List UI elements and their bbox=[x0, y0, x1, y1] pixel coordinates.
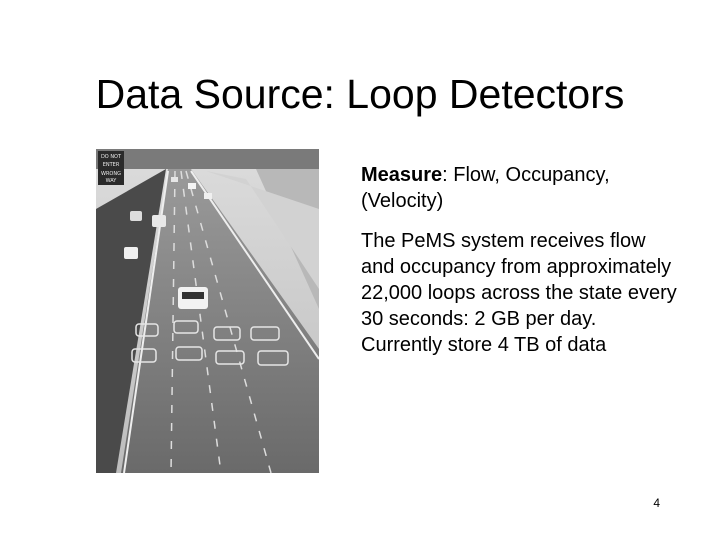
page-number: 4 bbox=[653, 496, 660, 510]
sign-line-4: WAY bbox=[105, 178, 117, 184]
slide-body bbox=[361, 162, 681, 372]
sign-line-1: DO NOT bbox=[100, 154, 122, 160]
description-paragraph: The PeMS system receives flow and occupancy from approximately 22,000 loops across the state every 30 seconds: 2 GB per day. Currently store 4 TB of data bbox=[361, 230, 677, 356]
sign-line-3: WRONG bbox=[101, 171, 121, 177]
sign-line-2: ENTER bbox=[102, 162, 120, 168]
measure-text: : Flow, Occupancy, (Velocity) bbox=[361, 164, 610, 212]
measure-label: Measure bbox=[361, 164, 443, 186]
slide-title: Data Source: Loop Detectors bbox=[95, 71, 625, 117]
freeway-loop-detector-photo bbox=[96, 149, 319, 473]
measure-paragraph bbox=[361, 162, 681, 214]
